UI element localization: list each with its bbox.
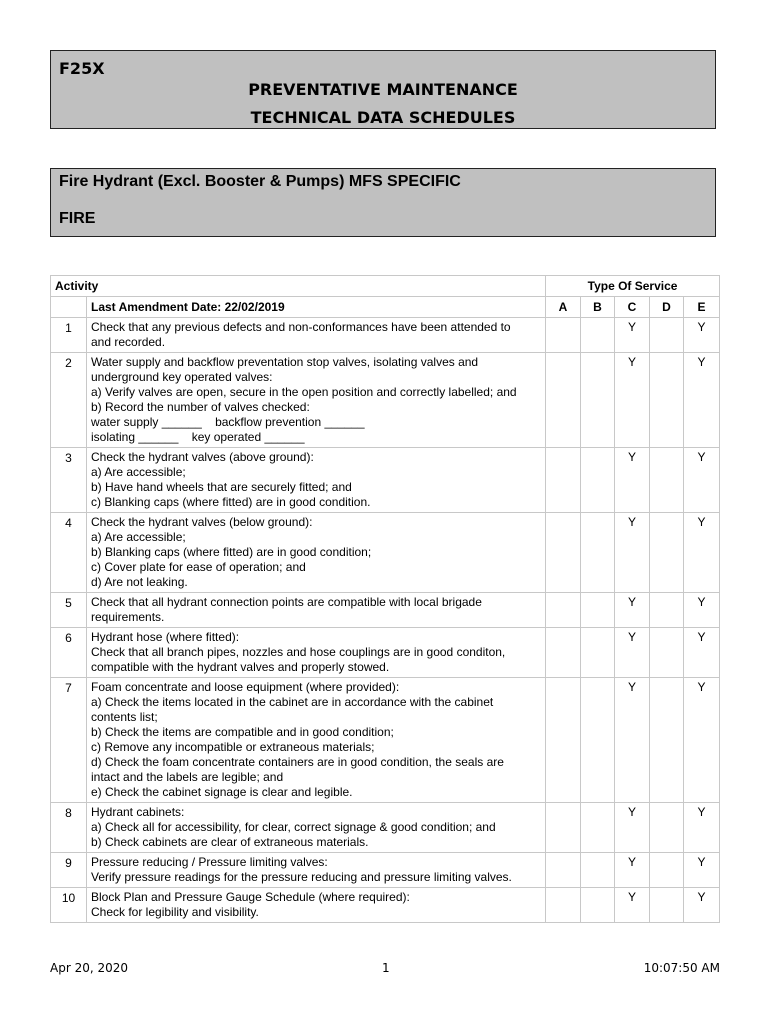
- activity-line: a) Verify valves are open, secure in the open position and correctly labelled; and: [91, 385, 517, 399]
- service-cell-e: Y: [684, 318, 720, 353]
- activity-line: a) Check all for accessibility, for clear, correct signage & good condition; and: [91, 820, 496, 834]
- table-row: [51, 628, 720, 678]
- service-cell-e: Y: [684, 353, 720, 448]
- service-cell-d: [650, 803, 684, 853]
- activity-line: a) Are accessible;: [91, 530, 186, 544]
- service-cell-d: [650, 628, 684, 678]
- blank-cell: [51, 297, 87, 318]
- activity-line: Check the hydrant valves (below ground):: [91, 515, 313, 529]
- activity-description: [87, 593, 546, 628]
- service-cell-a: [546, 853, 581, 888]
- activity-number: 3: [51, 448, 87, 513]
- activity-number: 2: [51, 353, 87, 448]
- activity-line: Verify pressure readings for the pressure reducing and pressure limiting valves.: [91, 870, 512, 884]
- service-type-e: E: [684, 297, 720, 318]
- activity-description: [87, 853, 546, 888]
- activity-number: 8: [51, 803, 87, 853]
- activity-line: and recorded.: [91, 335, 166, 349]
- service-cell-c: Y: [615, 628, 650, 678]
- header-title-2: TECHNICAL DATA SCHEDULES: [250, 108, 516, 127]
- table-row: [51, 318, 720, 353]
- service-cell-d: [650, 318, 684, 353]
- service-cell-e: Y: [684, 513, 720, 593]
- service-cell-d: [650, 513, 684, 593]
- activity-description: [87, 628, 546, 678]
- activity-number: 9: [51, 853, 87, 888]
- activity-description: [87, 353, 546, 448]
- service-type-header: Type Of Service: [546, 276, 720, 297]
- service-cell-b: [581, 448, 615, 513]
- service-cell-d: [650, 853, 684, 888]
- service-cell-b: [581, 353, 615, 448]
- service-cell-a: [546, 888, 581, 923]
- service-cell-a: [546, 448, 581, 513]
- service-cell-d: [650, 678, 684, 803]
- service-cell-c: Y: [615, 448, 650, 513]
- activity-description: [87, 318, 546, 353]
- service-cell-b: [581, 678, 615, 803]
- service-cell-a: [546, 513, 581, 593]
- activity-line: Water supply and backflow preventation stop valves, isolating valves and: [91, 355, 479, 369]
- service-cell-d: [650, 593, 684, 628]
- service-cell-b: [581, 593, 615, 628]
- service-cell-b: [581, 853, 615, 888]
- activity-line: c) Remove any incompatible or extraneous materials;: [91, 740, 375, 754]
- activity-line: isolating ______ key operated ______: [91, 430, 305, 444]
- activity-description: [87, 678, 546, 803]
- activity-number: 4: [51, 513, 87, 593]
- section-category: FIRE: [59, 210, 96, 227]
- document-header: [50, 50, 716, 129]
- service-cell-a: [546, 628, 581, 678]
- section-title: Fire Hydrant (Excl. Booster & Pumps) MFS SPECIFIC: [59, 173, 461, 190]
- section-header: [50, 168, 716, 237]
- service-cell-b: [581, 628, 615, 678]
- service-cell-a: [546, 593, 581, 628]
- service-cell-c: Y: [615, 803, 650, 853]
- service-cell-e: Y: [684, 448, 720, 513]
- activity-line: e) Check the cabinet signage is clear and legible.: [91, 785, 353, 799]
- activity-number: 5: [51, 593, 87, 628]
- activity-line: a) Are accessible;: [91, 465, 186, 479]
- table-row: [51, 353, 720, 448]
- activity-line: c) Blanking caps (where fitted) are in good condition.: [91, 495, 371, 509]
- activity-line: requirements.: [91, 610, 165, 624]
- activity-number: 1: [51, 318, 87, 353]
- activity-line: underground key operated valves:: [91, 370, 273, 384]
- service-cell-b: [581, 318, 615, 353]
- activity-number: 6: [51, 628, 87, 678]
- table-header-row: [51, 276, 720, 297]
- service-type-b: B: [581, 297, 615, 318]
- activity-line: Check the hydrant valves (above ground):: [91, 450, 314, 464]
- table-row: [51, 803, 720, 853]
- form-code: F25X: [59, 59, 105, 78]
- activity-header: Activity: [51, 276, 546, 297]
- activity-line: Foam concentrate and loose equipment (where provided):: [91, 680, 400, 694]
- service-cell-d: [650, 448, 684, 513]
- service-cell-a: [546, 353, 581, 448]
- activity-line: b) Blanking caps (where fitted) are in good condition;: [91, 545, 372, 559]
- table-row: [51, 593, 720, 628]
- service-cell-b: [581, 888, 615, 923]
- activity-line: Check for legibility and visibility.: [91, 905, 259, 919]
- service-cell-c: Y: [615, 678, 650, 803]
- service-cell-a: [546, 803, 581, 853]
- activity-line: Check that any previous defects and non-conformances have been attended to: [91, 320, 511, 334]
- activity-description: [87, 888, 546, 923]
- service-cell-e: Y: [684, 678, 720, 803]
- service-cell-e: Y: [684, 853, 720, 888]
- schedule-table: [50, 275, 720, 923]
- activity-line: b) Check cabinets are clear of extraneous materials.: [91, 835, 369, 849]
- activity-line: intact and the labels are legible; and: [91, 770, 284, 784]
- activity-line: compatible with the hydrant valves and properly stowed.: [91, 660, 390, 674]
- service-cell-c: Y: [615, 853, 650, 888]
- service-type-a: A: [546, 297, 581, 318]
- service-cell-e: Y: [684, 803, 720, 853]
- table-row: [51, 678, 720, 803]
- table-row: [51, 513, 720, 593]
- service-cell-b: [581, 513, 615, 593]
- activity-number: 10: [51, 888, 87, 923]
- activity-description: [87, 513, 546, 593]
- activity-number: 7: [51, 678, 87, 803]
- service-cell-c: Y: [615, 318, 650, 353]
- service-cell-a: [546, 318, 581, 353]
- header-title-1: PREVENTATIVE MAINTENANCE: [248, 80, 518, 99]
- activity-line: c) Cover plate for ease of operation; and: [91, 560, 306, 574]
- service-type-c: C: [615, 297, 650, 318]
- service-cell-c: Y: [615, 888, 650, 923]
- service-cell-e: Y: [684, 593, 720, 628]
- activity-line: d) Are not leaking.: [91, 575, 188, 589]
- activity-line: Hydrant hose (where fitted):: [91, 630, 240, 644]
- table-row: [51, 888, 720, 923]
- activity-line: Check that all hydrant connection points are compatible with local brigade: [91, 595, 482, 609]
- footer-time: 10:07:50 AM: [643, 961, 720, 975]
- amendment-row: [51, 297, 720, 318]
- table-row: [51, 448, 720, 513]
- service-cell-c: Y: [615, 353, 650, 448]
- service-cell-b: [581, 803, 615, 853]
- service-cell-e: Y: [684, 628, 720, 678]
- activity-line: Hydrant cabinets:: [91, 805, 185, 819]
- amendment-date: Last Amendment Date: 22/02/2019: [87, 297, 546, 318]
- service-cell-c: Y: [615, 593, 650, 628]
- activity-line: Block Plan and Pressure Gauge Schedule (where required):: [91, 890, 410, 904]
- footer-page-number: 1: [382, 961, 390, 975]
- footer-date: Apr 20, 2020: [50, 961, 129, 975]
- activity-line: contents list;: [91, 710, 158, 724]
- activity-line: Pressure reducing / Pressure limiting valves:: [91, 855, 328, 869]
- service-cell-c: Y: [615, 513, 650, 593]
- service-cell-e: Y: [684, 888, 720, 923]
- table-row: [51, 853, 720, 888]
- activity-line: b) Record the number of valves checked:: [91, 400, 310, 414]
- activity-line: water supply ______ backflow prevention ______: [91, 415, 365, 429]
- activity-description: [87, 448, 546, 513]
- activity-line: Check that all branch pipes, nozzles and hose couplings are in good conditon,: [91, 645, 506, 659]
- activity-line: d) Check the foam concentrate containers are in good condition, the seals are: [91, 755, 504, 769]
- service-cell-d: [650, 888, 684, 923]
- activity-description: [87, 803, 546, 853]
- activity-line: b) Check the items are compatible and in good condition;: [91, 725, 394, 739]
- service-cell-a: [546, 678, 581, 803]
- service-cell-d: [650, 353, 684, 448]
- activity-line: a) Check the items located in the cabinet are in accordance with the cabinet: [91, 695, 494, 709]
- service-type-d: D: [650, 297, 684, 318]
- activity-line: b) Have hand wheels that are securely fitted; and: [91, 480, 352, 494]
